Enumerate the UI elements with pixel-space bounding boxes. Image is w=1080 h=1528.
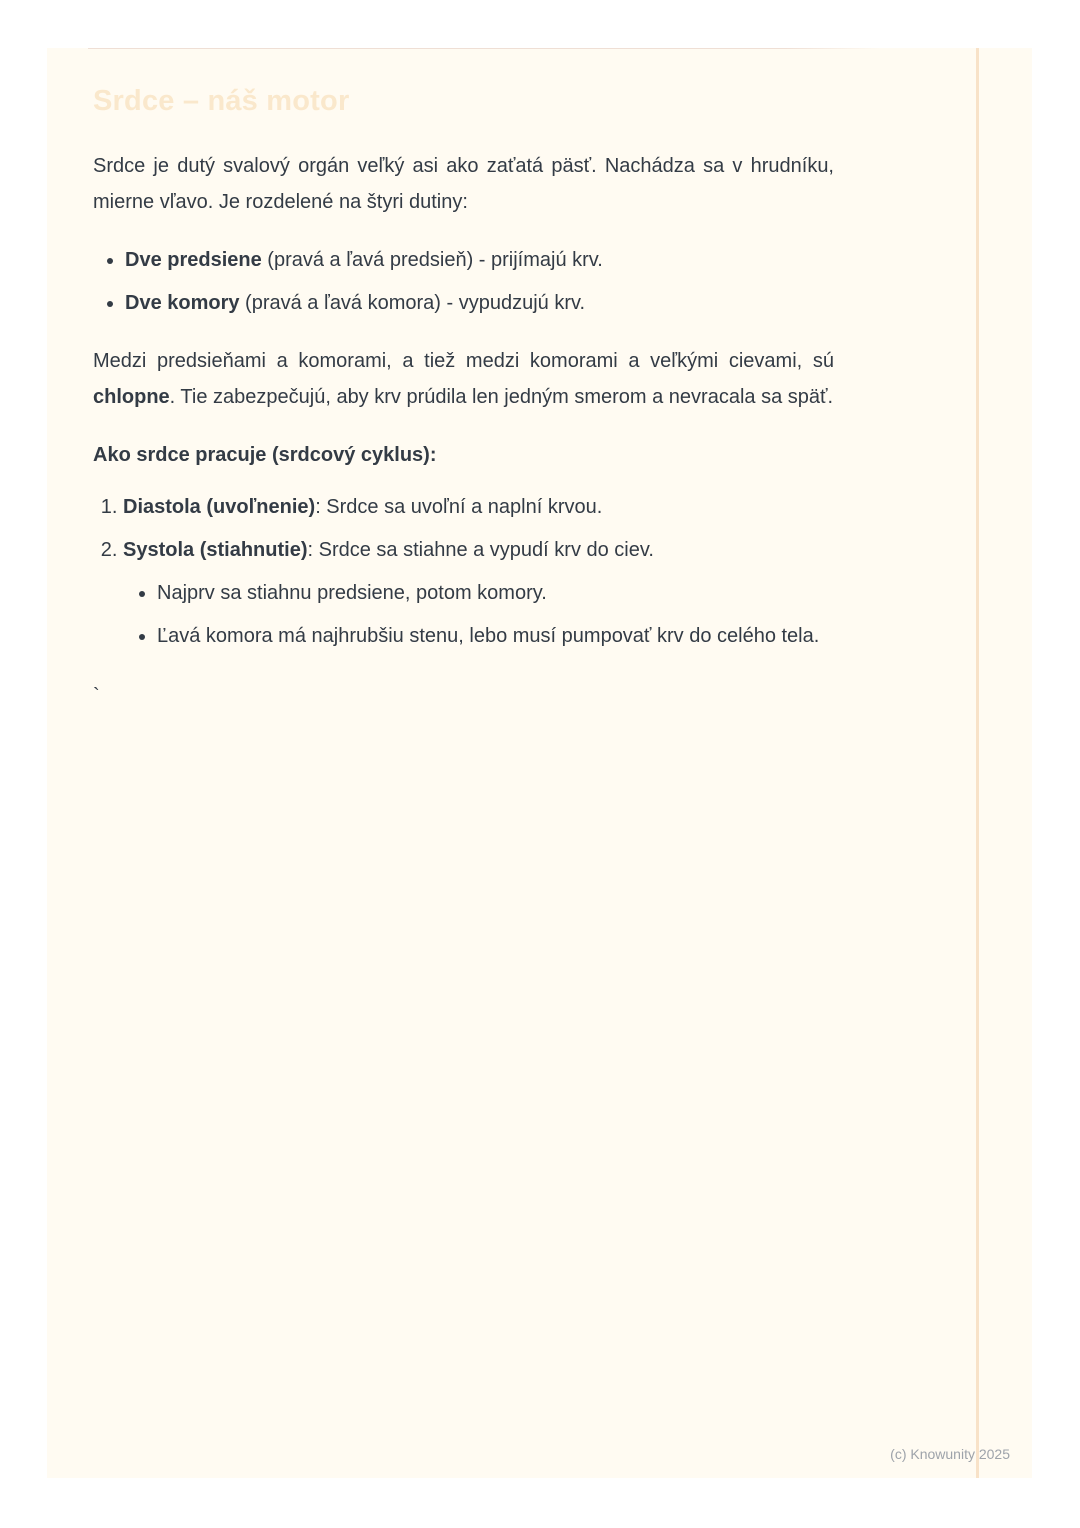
intro-paragraph: Srdce je dutý svalový orgán veľký asi ako zaťatá päsť. Nachádza sa v hrudníku, mierne vľavo. Je rozdelené na štyri dutiny: — [93, 155, 834, 213]
chamber-bullet-description: (pravá a ľavá predsieň) - prijímajú krv. — [261, 249, 603, 271]
cycle-step-item — [123, 489, 834, 525]
chamber-bullet-item — [125, 242, 834, 278]
chamber-bullet-term: Dve predsiene — [125, 249, 262, 271]
chamber-bullet-list — [93, 242, 834, 321]
valves-paragraph — [93, 343, 834, 415]
stray-backtick-character: ` — [93, 685, 100, 707]
cycle-step-description: : Srdce sa uvoľní a naplní krvou. — [315, 496, 603, 518]
chamber-bullet-item — [125, 285, 834, 321]
cycle-step-item — [123, 532, 834, 654]
valves-paragraph-text: Medzi predsieňami a komorami, a tiež medzi komorami a veľkými cievami, sú — [93, 350, 834, 372]
copyright-note: (c) Knowunity 2025 — [890, 1446, 1010, 1462]
cycle-sub-bullet-item: • Najprv sa stiahnu predsiene, potom komory. — [157, 575, 834, 611]
document-content — [93, 48, 834, 714]
valves-paragraph-text: . Tie zabezpečujú, aby krv prúdila len jedným smerom a nevracala sa späť. — [169, 386, 834, 408]
cycle-section-heading: Ako srdce pracuje (srdcový cyklus): — [93, 444, 437, 466]
cycle-step-term: Diastola (uvoľnenie) — [123, 496, 316, 518]
chamber-bullet-term: Dve komory — [125, 292, 240, 314]
valves-paragraph-term: chlopne — [93, 386, 170, 408]
document-page — [47, 48, 1032, 1478]
chamber-bullet-description: (pravá a ľavá komora) - vypudzujú krv. — [239, 292, 586, 314]
cycle-step-description: : Srdce sa stiahne a vypudí krv do ciev. — [307, 539, 654, 561]
page-accent-vertical-line — [976, 48, 979, 1478]
cycle-step-list — [93, 489, 834, 654]
cycle-sub-bullet-item: • Ľavá komora má najhrubšiu stenu, lebo musí pumpovať krv do celého tela. — [157, 618, 834, 654]
document-title: Srdce – náš motor — [93, 85, 350, 117]
cycle-sub-bullet-list — [123, 575, 834, 654]
cycle-step-term: Systola (stiahnutie) — [123, 539, 308, 561]
